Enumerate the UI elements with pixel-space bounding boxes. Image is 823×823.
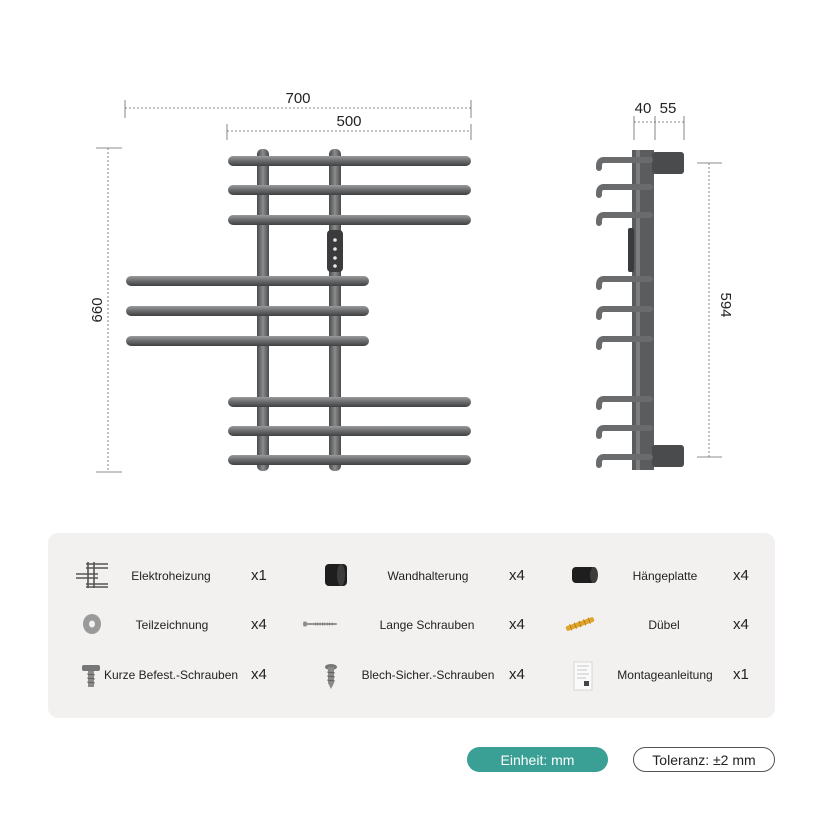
part-name: Wandhalterung [387, 569, 469, 583]
part-name: Blech-Sicher.-Schrauben [361, 668, 495, 682]
heater-icon [74, 560, 110, 590]
part-quantity: x4 [509, 567, 525, 584]
part-quantity: x4 [733, 567, 749, 584]
part-quantity: x1 [733, 666, 749, 683]
dimension-500-label: 500 [336, 113, 362, 130]
part-quantity: x4 [509, 616, 525, 633]
bar [228, 426, 471, 436]
dimension-700-label: 700 [285, 90, 311, 107]
part-quantity: x4 [733, 616, 749, 633]
hanging-plate-icon [567, 560, 603, 590]
unit-badge: Einheit: mm [467, 747, 608, 772]
part-name: Lange Schrauben [379, 618, 475, 632]
part-name: Kurze Befest.-Schrauben [103, 668, 239, 682]
part-name: Hängeplatte [632, 569, 698, 583]
bar [126, 306, 369, 316]
dimension-40-label: 40 [634, 100, 652, 117]
sheet-metal-screw-icon [313, 661, 349, 691]
manual-icon [566, 661, 602, 691]
long-screw-icon [302, 609, 338, 639]
bar [228, 397, 471, 407]
dimension-40-55 [634, 116, 684, 140]
dimension-660-label: 660 [89, 297, 106, 323]
part-name: Dübel [648, 618, 680, 632]
part-quantity: x4 [509, 666, 525, 683]
part-quantity: x1 [251, 567, 267, 584]
radiator-front-view [126, 149, 471, 471]
bar [228, 215, 471, 225]
part-name: Teilzeichnung [135, 618, 209, 632]
bar [228, 185, 471, 195]
wall-bracket-icon [318, 560, 354, 590]
dimension-594-label: 594 [717, 292, 734, 318]
control-unit [327, 230, 343, 272]
part-name: Elektroheizung [131, 569, 211, 583]
top-wall-bracket [652, 152, 684, 174]
parts-list-panel [48, 533, 775, 718]
washer-icon [74, 609, 110, 639]
bar [126, 336, 369, 346]
dimension-55-label: 55 [659, 100, 677, 117]
dowel-icon [562, 609, 598, 639]
bar [228, 156, 471, 166]
radiator-side-view [599, 150, 684, 470]
part-name: Montageanleitung [617, 668, 713, 682]
tolerance-badge: Toleranz: ±2 mm [633, 747, 775, 772]
bar [228, 455, 471, 465]
part-quantity: x4 [251, 666, 267, 683]
part-quantity: x4 [251, 616, 267, 633]
bar [126, 276, 369, 286]
bottom-wall-bracket [652, 445, 684, 467]
